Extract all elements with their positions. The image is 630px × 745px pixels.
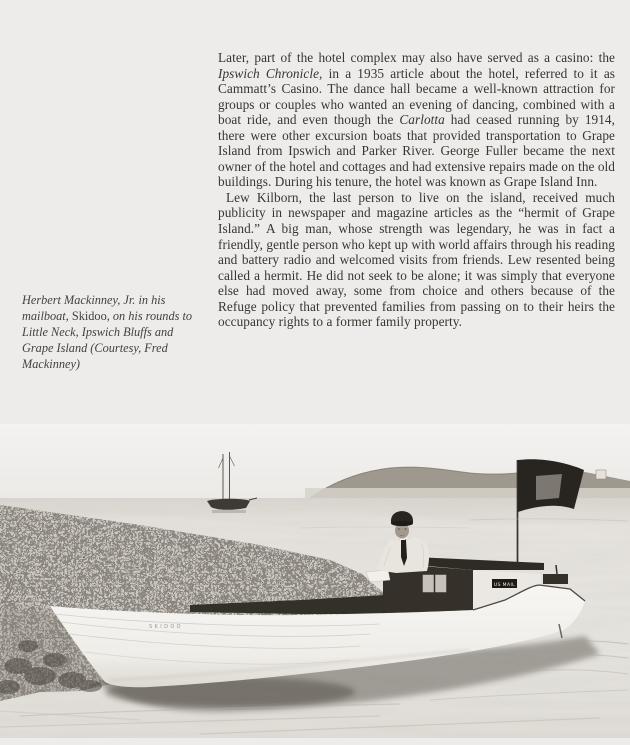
photograph	[0, 424, 630, 738]
mail-papers	[366, 570, 390, 582]
distant-building	[596, 470, 606, 479]
paragraph-lew-kilborn: Lew Kilborn, the last person to live on the island, received much publicity in newspaper and magazine articles as the “hermit of Grape Island.” A big man, whose strength was legendary, he was in fact a friendly, gentle person who kept up with world affairs through his reading and battery radio and welcomed visits from friends. Lew resented being called a hermit. He did not seek to be alone; it was simply that everyone else had moved away, some from choice and others because of the Refuge policy that prevented families from passing on to their heirs the occupancy rights to a former family property.	[218, 189, 615, 330]
boat-name-text: SKIDOO	[148, 624, 184, 630]
photo-canvas	[0, 424, 630, 738]
aft-post	[556, 565, 557, 574]
headland-beach-strip	[305, 488, 630, 498]
us-mail-sign	[492, 579, 517, 588]
photo-caption: Herbert Mackinney, Jr. in his mailboat, Skidoo, on his rounds to Little Neck, Ipswich Bluffs and Grape Island (Courtesy, Fred Mackinney)	[22, 293, 193, 371]
us-mail-sign-text: US MAIL	[493, 582, 516, 588]
cap-brim	[391, 521, 413, 526]
paragraph-hotel-casino: Later, part of the hotel complex may also have served as a casino: the Ipswich Chronicle, in a 1935 article about the hotel, referred to it as Cammatt’s Casino. The dance hall became a well-known attraction for groups or couples who wanted an evening of dancing, combined with a boat ride, and even though the Carlotta had ceased running by 1914, there were other excursion boats that provided transportation to Grape Island from Ipswich and Parker River. George Fuller became the next owner of the hotel and cottages and had extensive repairs made on the old buildings. During his tenure, the hotel was known as Grape Island Inn.	[218, 50, 615, 190]
article-text	[218, 50, 615, 330]
aft-deck-box	[543, 574, 568, 584]
cabin-window	[422, 574, 447, 593]
